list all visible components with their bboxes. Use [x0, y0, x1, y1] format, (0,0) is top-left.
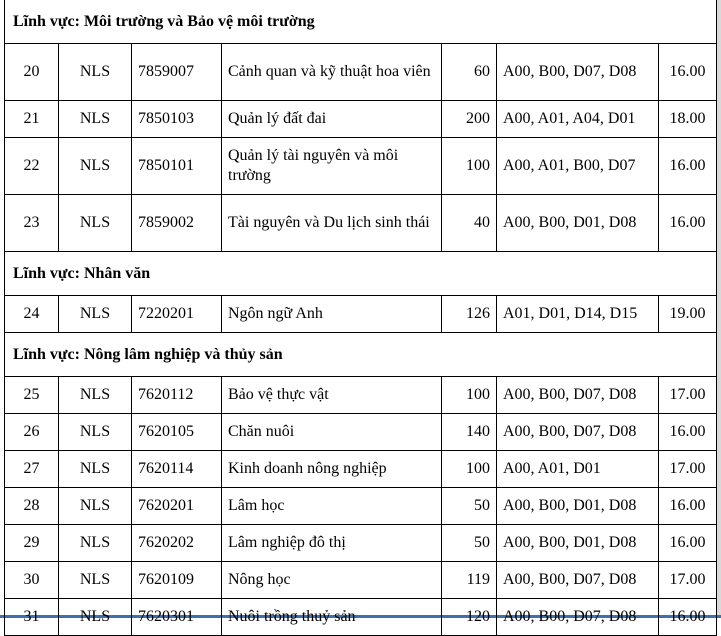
cutoff-score: 16.00 — [659, 44, 717, 101]
subject-combos: A00, A01, A04, D01 — [497, 101, 659, 138]
quota: 200 — [442, 101, 497, 138]
major-name: Kinh doanh nông nghiệp — [222, 451, 442, 488]
school-code: NLS — [59, 296, 132, 333]
major-code: 7620112 — [132, 377, 222, 414]
cutoff-score: 16.00 — [659, 488, 717, 525]
major-code: 7620109 — [132, 562, 222, 599]
admission-table — [4, 0, 717, 636]
subject-combos: A00, B00, D07, D08 — [497, 377, 659, 414]
table-row — [5, 101, 717, 138]
school-code: NLS — [59, 599, 132, 636]
subject-combos: A00, A01, B00, D07 — [497, 138, 659, 195]
cutoff-score: 16.00 — [659, 138, 717, 195]
school-code: NLS — [59, 414, 132, 451]
cutoff-score: 19.00 — [659, 296, 717, 333]
school-code: NLS — [59, 101, 132, 138]
major-name: Cảnh quan và kỹ thuật hoa viên — [222, 44, 442, 101]
table-row — [5, 138, 717, 195]
major-code: 7850101 — [132, 138, 222, 195]
category-row — [5, 333, 717, 377]
subject-combos: A00, B00, D01, D08 — [497, 488, 659, 525]
cutoff-score: 16.00 — [659, 525, 717, 562]
quota: 100 — [442, 138, 497, 195]
row-number: 24 — [5, 296, 59, 333]
school-code: NLS — [59, 44, 132, 101]
category-row — [5, 252, 717, 296]
subject-combos: A00, B00, D07, D08 — [497, 599, 659, 636]
table-row — [5, 562, 717, 599]
row-number: 31 — [5, 599, 59, 636]
major-name: Quản lý đất đai — [222, 101, 442, 138]
subject-combos: A00, B00, D01, D08 — [497, 195, 659, 252]
window-right-edge — [717, 0, 721, 618]
category-title: Lĩnh vực: Môi trường và Bảo vệ môi trường — [5, 0, 717, 44]
major-name: Nuôi trồng thuỷ sản — [222, 599, 442, 636]
cutoff-score: 16.00 — [659, 414, 717, 451]
table-row — [5, 296, 717, 333]
school-code: NLS — [59, 138, 132, 195]
quota: 126 — [442, 296, 497, 333]
quota: 100 — [442, 451, 497, 488]
row-number: 27 — [5, 451, 59, 488]
cutoff-score: 17.00 — [659, 451, 717, 488]
subject-combos: A00, B00, D01, D08 — [497, 525, 659, 562]
category-title: Lĩnh vực: Nông lâm nghiệp và thủy sản — [5, 333, 717, 377]
quota: 100 — [442, 377, 497, 414]
subject-combos: A00, B00, D07, D08 — [497, 44, 659, 101]
table-row — [5, 451, 717, 488]
row-number: 30 — [5, 562, 59, 599]
cutoff-score: 17.00 — [659, 377, 717, 414]
cutoff-score: 18.00 — [659, 101, 717, 138]
quota: 40 — [442, 195, 497, 252]
school-code: NLS — [59, 562, 132, 599]
row-number: 29 — [5, 525, 59, 562]
major-name: Lâm học — [222, 488, 442, 525]
major-code: 7620105 — [132, 414, 222, 451]
row-number: 20 — [5, 44, 59, 101]
row-number: 26 — [5, 414, 59, 451]
major-code: 7859002 — [132, 195, 222, 252]
table-row — [5, 377, 717, 414]
table-row — [5, 599, 717, 636]
subject-combos: A00, B00, D07, D08 — [497, 414, 659, 451]
row-number: 23 — [5, 195, 59, 252]
school-code: NLS — [59, 451, 132, 488]
school-code: NLS — [59, 195, 132, 252]
row-number: 25 — [5, 377, 59, 414]
school-code: NLS — [59, 488, 132, 525]
table-row — [5, 44, 717, 101]
quota: 60 — [442, 44, 497, 101]
major-name: Bảo vệ thực vật — [222, 377, 442, 414]
cutoff-score: 16.00 — [659, 599, 717, 636]
table-row — [5, 525, 717, 562]
row-number: 28 — [5, 488, 59, 525]
major-code: 7850103 — [132, 101, 222, 138]
category-title: Lĩnh vực: Nhân văn — [5, 252, 717, 296]
major-code: 7620114 — [132, 451, 222, 488]
school-code: NLS — [59, 525, 132, 562]
subject-combos: A00, B00, D07, D08 — [497, 562, 659, 599]
major-code: 7620202 — [132, 525, 222, 562]
major-code: 7620201 — [132, 488, 222, 525]
quota: 50 — [442, 488, 497, 525]
school-code: NLS — [59, 377, 132, 414]
row-number: 22 — [5, 138, 59, 195]
cutoff-score: 16.00 — [659, 195, 717, 252]
major-name: Lâm nghiệp đô thị — [222, 525, 442, 562]
table-row — [5, 414, 717, 451]
quota: 120 — [442, 599, 497, 636]
major-name: Ngôn ngữ Anh — [222, 296, 442, 333]
quota: 140 — [442, 414, 497, 451]
cutoff-score: 17.00 — [659, 562, 717, 599]
major-code: 7859007 — [132, 44, 222, 101]
major-code: 7620301 — [132, 599, 222, 636]
table-row — [5, 488, 717, 525]
major-name: Quản lý tài nguyên và môi trường — [222, 138, 442, 195]
major-name: Chăn nuôi — [222, 414, 442, 451]
subject-combos: A01, D01, D14, D15 — [497, 296, 659, 333]
quota: 119 — [442, 562, 497, 599]
table-row — [5, 195, 717, 252]
major-name: Nông học — [222, 562, 442, 599]
subject-combos: A00, A01, D01 — [497, 451, 659, 488]
row-number: 21 — [5, 101, 59, 138]
quota: 50 — [442, 525, 497, 562]
major-name: Tài nguyên và Du lịch sinh thái — [222, 195, 442, 252]
major-code: 7220201 — [132, 296, 222, 333]
category-row — [5, 0, 717, 44]
